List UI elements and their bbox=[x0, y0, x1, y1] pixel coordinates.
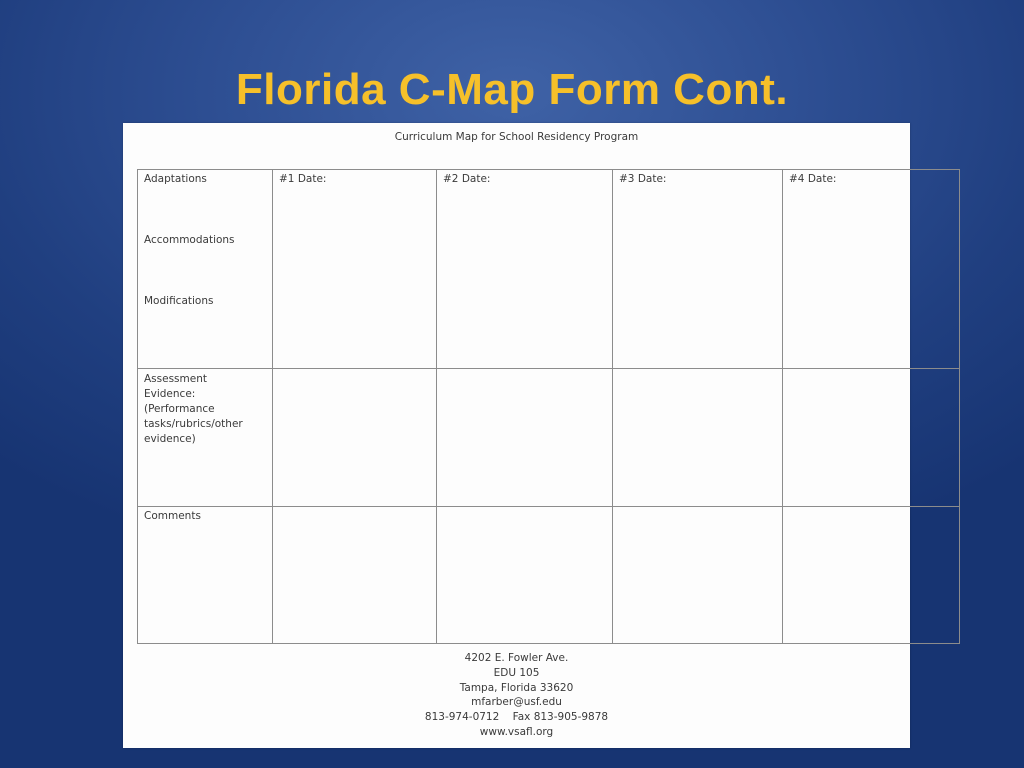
footer-website: www.vsafl.org bbox=[479, 725, 554, 738]
row-label-cell bbox=[138, 506, 273, 643]
table-cell bbox=[273, 506, 437, 643]
footer-city-line: Tampa, Florida 33620 bbox=[459, 681, 574, 694]
curriculum-map-table bbox=[137, 169, 960, 644]
footer-email: mfarber@usf.edu bbox=[471, 696, 562, 709]
scanned-form bbox=[123, 123, 910, 748]
form-heading: Curriculum Map for School Residency Program bbox=[394, 131, 639, 143]
column-header-date-3: #3 Date: bbox=[613, 170, 783, 369]
column-header-date-2: #2 Date: bbox=[437, 170, 613, 369]
table-cell bbox=[783, 369, 960, 506]
footer-phone-fax: 813-974-0712 Fax 813-905-9878 bbox=[424, 711, 609, 724]
table-row-comments bbox=[138, 506, 960, 643]
table-cell bbox=[437, 369, 613, 506]
row-label-cell bbox=[138, 369, 273, 506]
label-modifications: Modifications bbox=[144, 295, 214, 307]
label-assessment-evidence: Assessment Evidence: (Performance tasks/rubrics/other evidence) bbox=[144, 373, 243, 446]
footer-building-line: EDU 105 bbox=[493, 666, 540, 679]
table-row-assessment bbox=[138, 369, 960, 506]
column-header-date-4: #4 Date: bbox=[783, 170, 960, 369]
row-label-cell bbox=[138, 170, 273, 369]
table-cell bbox=[437, 506, 613, 643]
column-header-date-1: #1 Date: bbox=[273, 170, 437, 369]
label-adaptations: Adaptations bbox=[144, 173, 207, 185]
footer-address-line: 4202 E. Fowler Ave. bbox=[464, 652, 569, 664]
table-cell bbox=[783, 506, 960, 643]
table-cell bbox=[273, 369, 437, 506]
slide-title: Florida C-Map Form Cont. bbox=[235, 65, 789, 114]
table-cell bbox=[613, 506, 783, 643]
table-row-adaptations bbox=[138, 170, 960, 369]
label-accommodations: Accommodations bbox=[144, 234, 235, 246]
table-cell bbox=[613, 369, 783, 506]
form-footer bbox=[123, 651, 910, 740]
label-comments: Comments bbox=[144, 509, 201, 522]
